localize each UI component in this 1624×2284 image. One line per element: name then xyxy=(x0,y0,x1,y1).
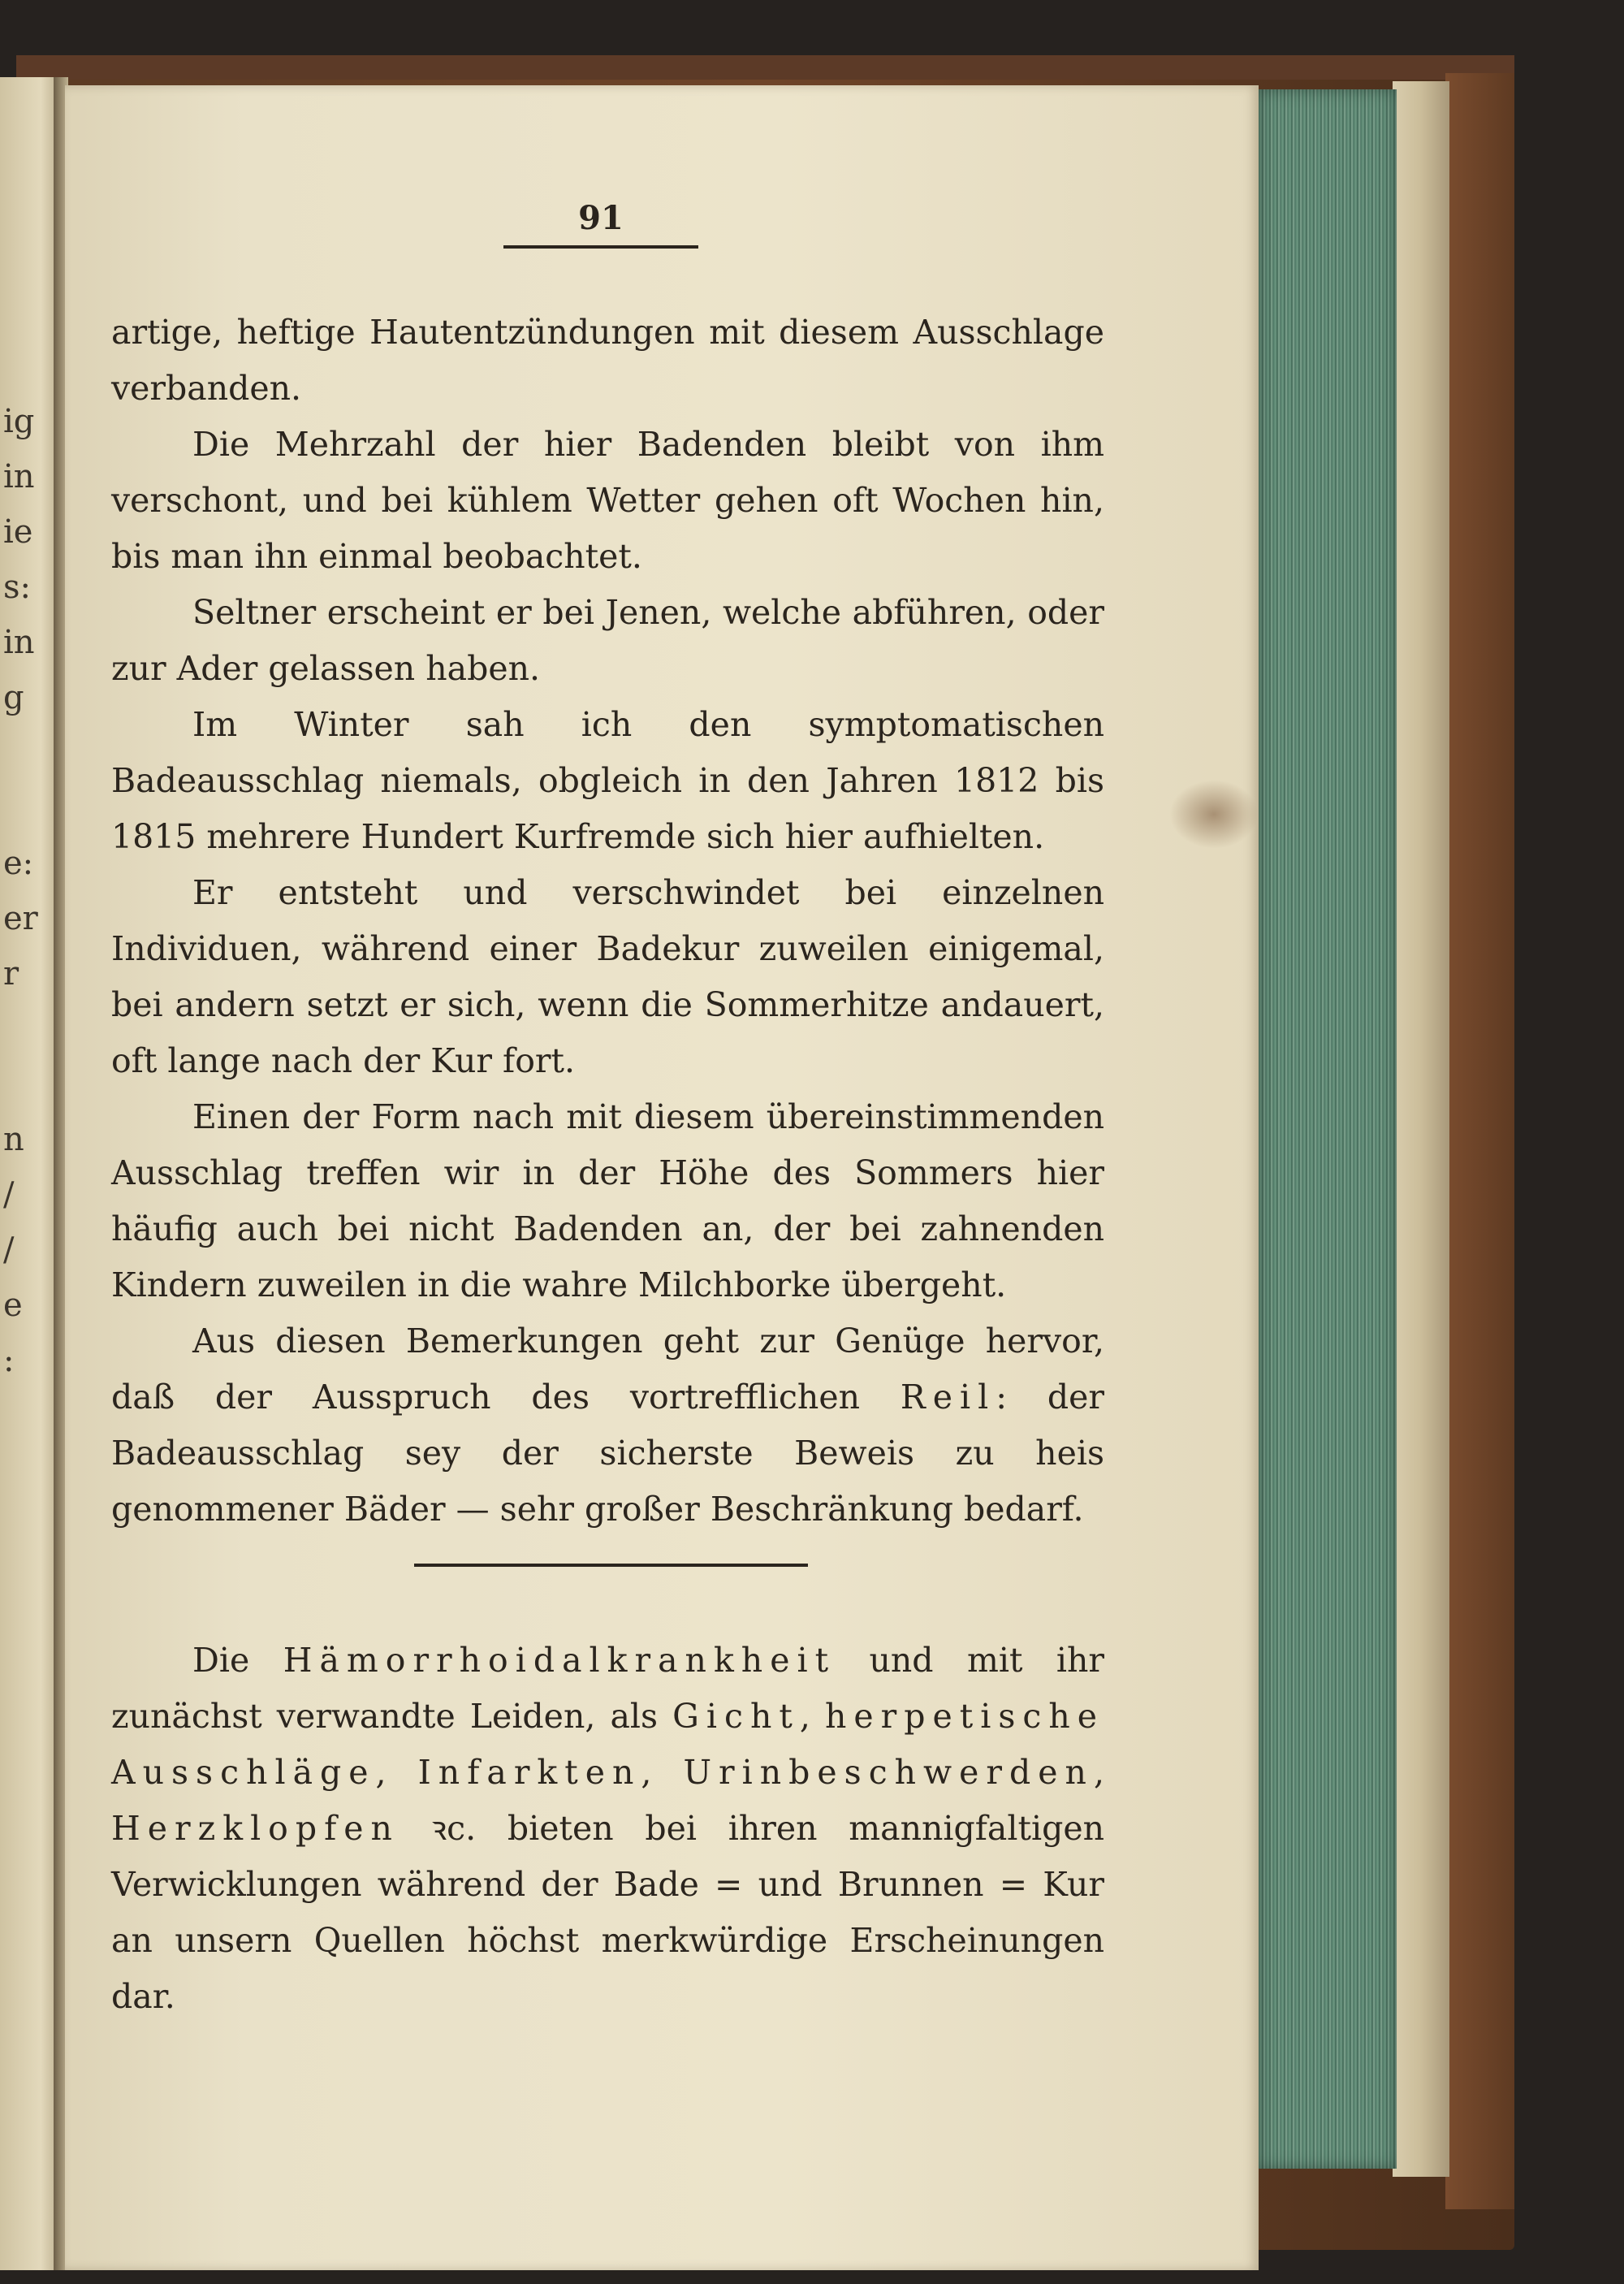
fragment: / xyxy=(3,1231,15,1269)
text: , xyxy=(799,1697,825,1736)
page-block-rim xyxy=(1393,81,1449,2177)
text: Die xyxy=(192,1641,283,1680)
text: und mit ihr zunächst verwandte Leiden, als xyxy=(111,1641,1104,1736)
fragment: er xyxy=(3,900,38,937)
fragment: r xyxy=(3,955,19,993)
binding-top-edge xyxy=(16,55,1514,80)
fragment: e xyxy=(3,1287,23,1324)
text: , xyxy=(641,1753,684,1792)
fragment: e: xyxy=(3,845,34,882)
paragraph: artige, heftige Hautentzündungen mit diesem Ausschlage verbanden. xyxy=(111,313,1104,408)
paragraph: Seltner erscheint er bei Jenen, welche abführen, oder zur Ader gelassen haben. xyxy=(111,593,1104,688)
paper-stain xyxy=(1169,780,1259,849)
term: Infarkten xyxy=(417,1753,641,1792)
page-number-rule xyxy=(503,245,698,249)
term: Hämorrhoidalkrankheit xyxy=(283,1641,836,1680)
previous-page-fragments xyxy=(3,394,52,1388)
fragment: s: xyxy=(3,569,32,606)
back-cover-board xyxy=(1445,73,1514,2209)
fragment: in xyxy=(3,624,35,661)
text: , xyxy=(375,1753,418,1792)
author-name: Reil xyxy=(900,1378,996,1417)
fragment: g xyxy=(3,679,24,716)
fragment: / xyxy=(3,1176,15,1213)
section-divider xyxy=(414,1564,808,1567)
paragraph: Im Winter sah ich den symptomatischen Badeausschlag niemals, obgleich in den Jahren 1812 bis 1815 mehrere Hundert Kurfremde sich hier aufhielten. xyxy=(111,705,1104,856)
fragment: n xyxy=(3,1121,24,1158)
fragment xyxy=(3,725,52,781)
fragment: in xyxy=(3,458,35,495)
fragment: ie xyxy=(3,513,33,551)
fragment xyxy=(3,1057,52,1112)
term: Urinbeschwerden xyxy=(683,1753,1094,1792)
section-badeausschlag xyxy=(111,305,1104,1538)
fragment xyxy=(3,1001,52,1057)
text: , xyxy=(1093,1753,1104,1792)
paragraph: Die Mehrzahl der hier Badenden bleibt von ihm verschont, und bei kühlem Wetter gehen oft Wochen hin, bis man ihn einmal beobachtet. xyxy=(111,425,1104,576)
term: Herzklopfen xyxy=(111,1809,400,1848)
paragraph xyxy=(111,1633,1104,2025)
page-edges xyxy=(1259,89,1397,2169)
paragraph: Er entsteht und verschwindet bei einzelnen Individuen, während einer Badekur zuweilen einigemal, bei andern setzt er sich, wenn die Sommerhitze andauert, oft lange nach der Kur fort. xyxy=(111,873,1104,1080)
text: ꝛc. bieten bei ihren mannigfaltigen Verwicklungen während der Bade = und Brunnen = Kur an unsern Quellen höchst merkwürdige Erscheinungen dar. xyxy=(111,1809,1104,2016)
text: Aus diesen Bemerkungen geht zur Genüge hervor, daß der Ausspruch des vortrefflichen xyxy=(111,1322,1104,1417)
term: Gicht xyxy=(672,1697,800,1736)
page-number: 91 xyxy=(578,199,624,237)
section-haemorrhoidal xyxy=(111,1633,1104,2025)
fragment: : xyxy=(3,1342,15,1379)
term: herpetische Ausschläge xyxy=(111,1697,1104,1792)
paragraph-conclusion xyxy=(111,1313,1104,1538)
fragment: ig xyxy=(3,403,35,440)
fragment xyxy=(3,781,52,836)
previous-page-sliver xyxy=(0,77,58,2270)
text: : der Badeausschlag sey der sicherste Beweis zu heis genommener Bäder — sehr großer Beschränkung bedarf. xyxy=(111,1378,1104,1529)
paragraph: Einen der Form nach mit diesem übereinstimmenden Ausschlag treffen wir in der Höhe des Sommers hier häufig auch bei nicht Badenden an, der bei zahnenden Kindern zuweilen in die wahre Milchborke übergeht. xyxy=(111,1097,1104,1304)
